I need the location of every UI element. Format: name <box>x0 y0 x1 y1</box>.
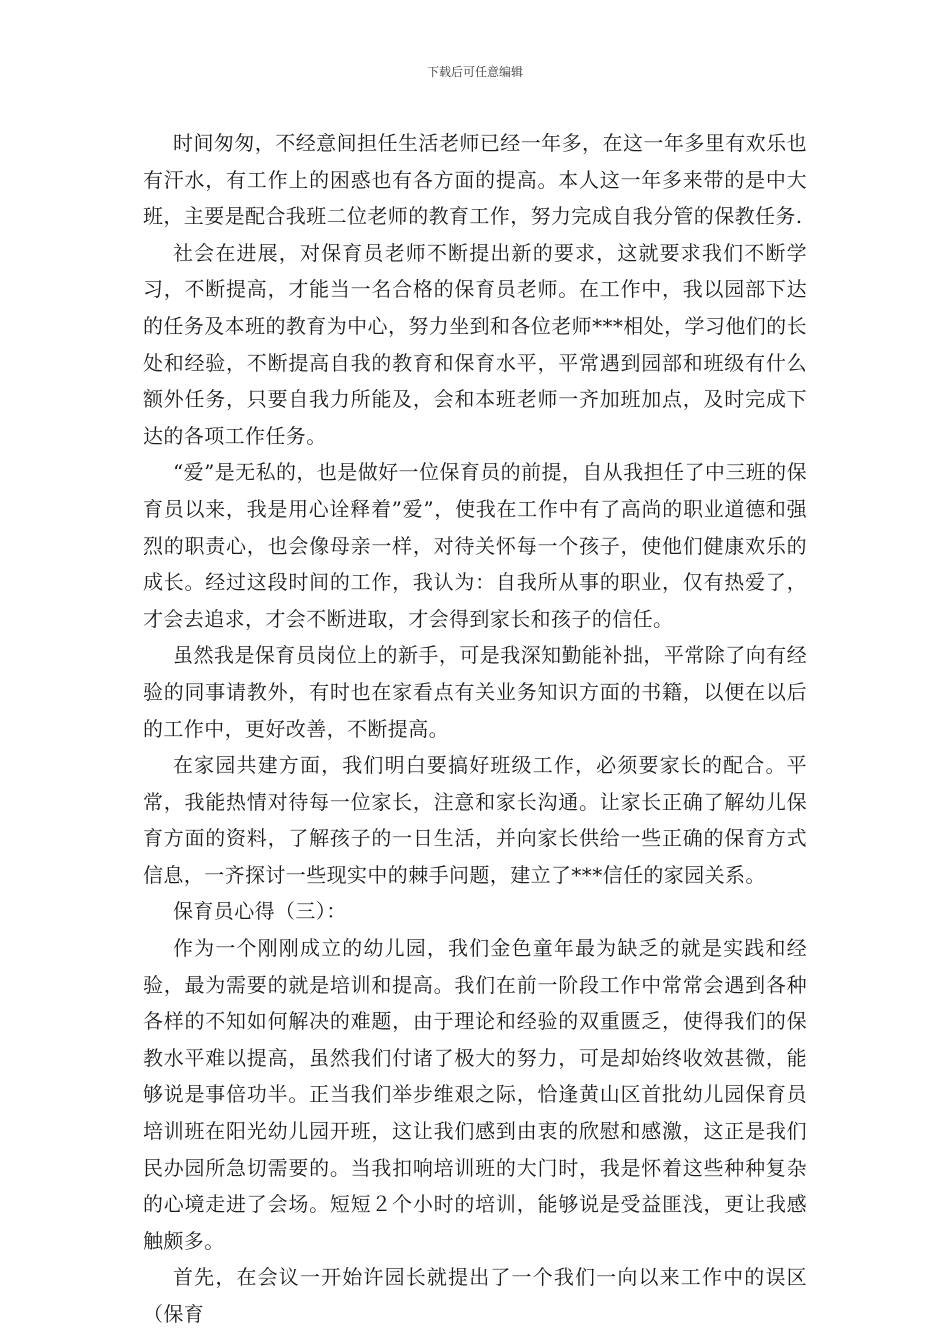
document-body <box>143 125 807 1333</box>
paragraph-4: 虽然我是保育员岗位上的新手，可是我深知勤能补拙，平常除了向有经验的同事请教外，有时也在家看点有关业务知识方面的书籍，以便在以后的工作中，更好改善，不断提高。 <box>143 643 807 741</box>
paragraph-1: 时间匆匆，不经意间担任生活老师已经一年多，在这一年多里有欢乐也有汗水，有工作上的困惑也有各方面的提高。本人这一年多来带的是中大班，主要是配合我班二位老师的教育工作，努力完成自我分管的保教任务. <box>143 131 807 229</box>
paragraph-2: 社会在进展，对保育员老师不断提出新的要求，这就要求我们不断学习，不断提高，才能当一名合格的保育员老师。在工作中，我以园部下达的任务及本班的教育为中心，努力坐到和各位老师***相处，学习他们的长处和经验，不断提高自我的教育和保育水平，平常遇到园部和班级有什么额外任务，只要自我力所能及，会和本班老师一齐加班加点，及时完成下达的各项工作任务。 <box>143 240 807 448</box>
page-header: 下载后可任意编辑 <box>426 65 523 79</box>
paragraph-3: “爱”是无私的，也是做好一位保育员的前提，自从我担任了中三班的保育员以来，我是用心诠释着”爱”，使我在工作中有了高尚的职业道德和强烈的职责心，也会像母亲一样，对待关怀每一个孩子，使他们健康欢乐的成长。经过这段时间的工作，我认为：自我所从事的职业，仅有热爱了，才会去追求，才会不断进取，才会得到家长和孩子的信任。 <box>143 460 807 631</box>
section-heading: 保育员心得（三）： <box>173 899 347 924</box>
paragraph-6: 作为一个刚刚成立的幼儿园，我们金色童年最为缺乏的就是实践和经验，最为需要的就是培训和提高。我们在前一阶段工作中常常会遇到各种各样的不知如何解决的难题，由于理论和经验的双重匮乏，使得我们的保教水平难以提高，虽然我们付诸了极大的努力，可是却始终收效甚微，能够说是事倍功半。正当我们举步维艰之际，恰逢黄山区首批幼儿园保育员培训班在阳光幼儿园开班，这让我们感到由衷的欣慰和感激，这正是我们民办园所急切需要的。当我扣响培训班的大门时，我是怀着这些种种复杂的心境走进了会场。短短２个小时的培训，能够说是受益匪浅，更让我感触颇多。 <box>143 936 807 1253</box>
paragraph-7: 首先，在会议一开始许园长就提出了一个我们一向以来工作中的误区（保育 <box>143 1265 807 1326</box>
paragraph-5: 在家园共建方面，我们明白要搞好班级工作，必须要家长的配合。平常，我能热情对待每一位家长，注意和家长沟通。让家长正确了解幼儿保育方面的资料，了解孩子的一日生活，并向家长供给一些正确的保育方式信息，一齐探讨一些现实中的棘手问题，建立了***信任的家园关系。 <box>143 753 807 887</box>
